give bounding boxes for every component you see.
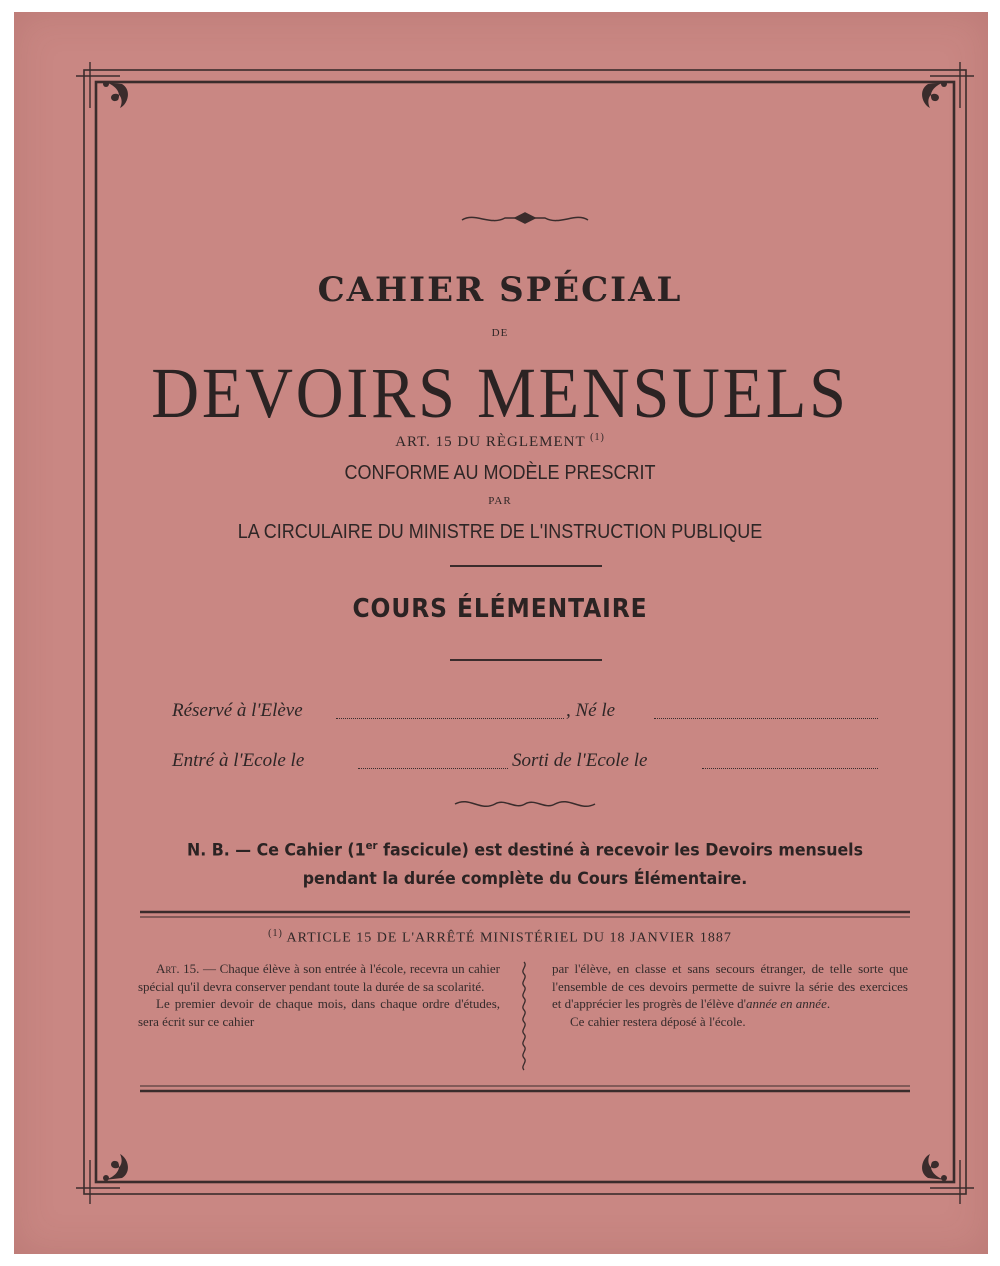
reserve-label: Réservé à l'Elève [172, 700, 303, 721]
ne-le-blank[interactable] [654, 718, 878, 719]
sorti-label: Sorti de l'Ecole le [512, 750, 648, 771]
cours-elementaire: COURS ÉLÉMENTAIRE [352, 594, 648, 624]
footnote-right-column: par l'élève, en classe et sans secours étranger, de telle sorte que l'ensemble de ces devoirs permette de suivre la série des exercices et d'apprécier les progrès de l'élève d'année en année. Ce cahier restera déposé à l'école. [552, 961, 908, 1029]
title-cahier-special: CAHIER SPÉCIAL [317, 270, 683, 310]
title-devoirs-mensuels: DEVOIRS MENSUELS [151, 353, 849, 433]
entre-ecole-blank[interactable] [358, 768, 508, 769]
footnote-left-column: Art. 15. — Chaque élève à son entrée à l'école, recevra un cahier spécial qu'il devra conserver pendant toute la durée de sa scolarité. Le premier devoir de chaque mois, dans chaque ordre d'études, sera écrit sur ce cahier [138, 961, 500, 1029]
title-de: DE [491, 327, 509, 339]
conforme-line: CONFORME AU MODÈLE PRESCRIT [344, 462, 656, 484]
article-reference: ART. 15 DU RÈGLEMENT $^{(1)}$ [395, 432, 605, 450]
ne-label: , Né le [566, 700, 616, 721]
footnote-title: $^{(1)}$ ARTICLE 15 DE L'ARRÊTÉ MINISTÉRIEL DU 18 JANVIER 1887 [268, 928, 732, 946]
entre-label: Entré à l'Ecole le [172, 750, 305, 771]
sorti-ecole-blank[interactable] [702, 768, 878, 769]
nb-notice: N. B. — Ce Cahier (1er fascicule) est destiné à recevoir les Devoirs mensuels pendant la durée complète du Cours Élémentaire. [186, 839, 864, 889]
circulaire-line: LA CIRCULAIRE DU MINISTRE DE L'INSTRUCTION PUBLIQUE [237, 521, 763, 543]
cover-page [14, 12, 988, 1254]
reserve-eleve-blank[interactable] [336, 718, 564, 719]
par-line: PAR [488, 495, 512, 507]
